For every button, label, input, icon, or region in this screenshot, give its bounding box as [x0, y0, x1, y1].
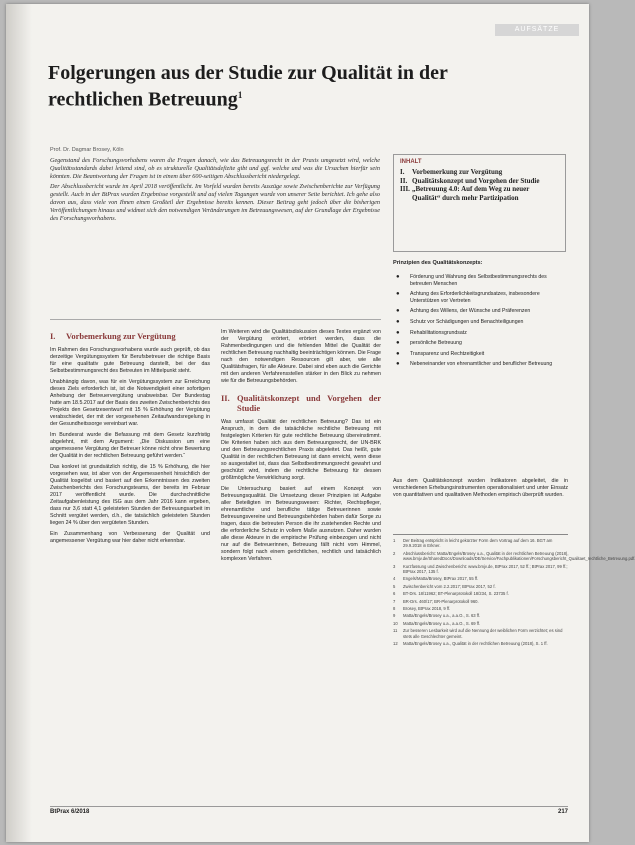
bullet-icon: ● [396, 329, 400, 336]
principle-item [396, 340, 568, 347]
footnote-number: 4 [393, 576, 396, 582]
footnote-text: Engels/Matta/Brosey, BtPrax 2017, 55 ff. [403, 576, 479, 582]
footnote [393, 628, 568, 639]
section-number: I. [50, 331, 56, 341]
principle-item [396, 330, 568, 337]
footnote-text: Matta/Engels/Brosey u.a., a.a.O., S. 69 ff. [403, 620, 481, 626]
bullet-icon: ● [396, 291, 400, 298]
section-heading [50, 331, 210, 341]
footnote [393, 641, 568, 646]
body-paragraph: Im Weiteren wird die Qualitätsdiskussion dieses Textes ergänzt von der Vergütung erörtert, erörtert werden, dass die Rahmenbedingungen und die fehlenden Mittel die Qualität der rechtlichen Betreuung nachhaltig beeinträchtigen können. Die Frage nach den notwendigen Ressourcen gilt aber, wie alle Qualitätsfragen, für alle Akteure. Dabei sind eben auch die Gerichte mit den anderen Verfahrensstellen stärker in den Blick zu nehmen wie für die Betreuungsbehörden. [221, 329, 381, 384]
footnote-text: Matta/Engels/Brosey u.a., a.a.O., S. 63 ff. [403, 613, 481, 619]
bullet-icon: ● [396, 308, 400, 315]
footnote-number: 9 [393, 613, 396, 619]
body-paragraph: Im Bundesrat wurde die Befassung mit dem Gesetz kurzfristig abgelehnt, mit dem Argument: „Die Diskussion um eine angemessene Vergütung der Betreuer könne nicht ohne Bewertung der Qualität in der rechtlichen Betreuung geführt werden.“ [50, 432, 210, 459]
footnote-number: 11 [393, 628, 398, 634]
body-paragraph: Was umfasst Qualität der rechtlichen Betreuung? Das ist ein Anspruch, in dem die tatsächliche rechtliche Betreuung mit festgelegten Kriterien für gute rechtliche Betreuung übereinstimmt. Die Kriterien haben sich aus dem Betreuungsrecht, der UN-BRK und den Betreuungsrechtlichen Praxis abgeleitet. Das heißt, gute Qualität in der rechtlichen Betreuung ist dann erreicht, wenn diese so ausgestaltet ist, dass das Selbstbestimmungsrecht gewahrt und geschützt wird, indem die rechtliche Betreuung für dessen größtmögliche Verwirklichung sorgt. [221, 419, 381, 481]
body-paragraph: Ein Zusammenhang von Verbesserung der Qualität und angemessener Vergütung war hier daher nicht erkennbar. [50, 531, 210, 544]
footnote [393, 599, 568, 604]
toc-item-number: I. [400, 168, 405, 176]
footnote-text: Zur besseren Lesbarkeit wird auf die Nennung der weiblichen Form verzichtet; es sind stets alle Geschlechter gemeint. [403, 628, 563, 639]
footnote-text: BR-Drs. 460/17; BR-Plenarprotokoll 960. [403, 598, 479, 604]
middle-column [221, 329, 381, 567]
footnote [393, 576, 568, 581]
toc-item[interactable] [400, 185, 559, 202]
footnote [393, 584, 568, 589]
principles-summary: Aus dem Qualitätskonzept wurden Indikatoren abgeleitet, die in verschiedenen Erhebungsinstrumenten operationalisiert und unter Einsatz von quantitativen und qualitativen Methoden empirisch überprüft wurden. [393, 478, 568, 498]
footnote-number: 12 [393, 641, 398, 647]
principle-text: Achtung des Willens, der Wünsche und Präferenzen [410, 308, 531, 315]
footnote [393, 613, 568, 618]
footnote-text: BT-Drs. 18/11962; BT-Plenarprotokoll 18/234, S. 23735 f. [403, 591, 509, 597]
body-paragraph: Unabhängig davon, was für ein Vergütungssystem zur Erreichung dieses Ziels erforderlich ist, ist die Notwendigkeit einer sofortigen Anhebung der Betreuervergütung unabweisbar. Der Bundestag hatte am 18.5.2017 auf der Basis des zweiten Zwischenberichts des Projekts den Gesetzesentwurf mit 15 % Erhöhung der Vergütung verabschiedet, der mit der vorgesehenen Zeitaufwandsregelung in der Gesundheitssorge vereinbart war. [50, 379, 210, 427]
footnote [393, 550, 635, 562]
title-footnote-ref[interactable]: 1 [237, 90, 243, 100]
footnote-number: 5 [393, 583, 396, 589]
principle-item [396, 308, 568, 315]
abstract-divider [50, 319, 381, 320]
page-number: 217 [557, 809, 568, 815]
footnote [393, 591, 568, 596]
principle-text: persönliche Betreuung [410, 340, 462, 347]
principle-text: Nebeneinander von ehrenamtlicher und beruflicher Betreuung [410, 361, 553, 368]
footnote-text: Matta/Engels/Brosey u.a., Qualität in der rechtlichen Betreuung (2018), S. 1 ff. [403, 641, 548, 647]
footnote-number: 3 [393, 563, 396, 569]
bullet-icon: ● [396, 318, 400, 325]
body-paragraph: Im Rahmen des Forschungsvorhabens wurde auch geprüft, ob das derzeitige Vergütungssystem für Berufsbetreuer die richtige Basis für eine qualitativ gute Betreuung darstellt, bei der das Selbstbestimmungsrecht des Betreuten im Mittelpunkt steht. [50, 347, 210, 374]
footnote-text: Zwischenbericht vom 2.2.2017; BtPrax 2017, 52 f. [403, 583, 496, 589]
article-title [48, 62, 508, 111]
footnote-number: 2 [393, 550, 396, 556]
footnotes [393, 534, 635, 649]
principle-item [396, 274, 568, 287]
abstract-paragraph: Der Abschlussbericht wurde im April 2018 veröffentlicht. Im Vorfeld wurden bereits Auszüge sowie Zwischenberichte zur Verfügung gestellt. Auch in der BtPrax wurden Ergebnisse vorgestellt und auf vielen Tagungen wurde von unserer Seite berichtet. Ich gehe also davon aus, dass viele von Ihnen einen Großteil der Ergebnisse bereits kennen. Dieser Beitrag geht jedoch über die bisherigen Veröffentlichungen hinaus und widmet sich den notwendigen Veränderungen im Betreuungswesen, auf der Grundlage der Ergebnisse des Forschungsvorhabens. [50, 182, 380, 223]
body-paragraph: Das konkret ist grundsätzlich richtig, die 15 % Erhöhung, die hier vorgesehen war, ist aber von der Angemessenheit hinsichtlich der Qualität losgelöst und basiert auf den Erkenntnissen des zweiten Zwischenberichts des Forschungsteams, der bereits im Februar 2017 veröffentlicht wurde. Die durchschnittliche Zeitaufgabenleistung des ISG aus dem Jahr 2016 kann ergeben, dass nur 3,6 statt 4,1 geleisteten Stunden der Betreuungsarbeit im Schnitt vergütet werden, d.h., die tatsächlich geleisteten Stunden liegen 24 % über den vergüteten Stunden. [50, 464, 210, 526]
principles-heading: Prinzipien des Qualitätskonzepts: [393, 260, 483, 266]
principle-item [396, 351, 568, 358]
toc-item[interactable] [400, 168, 559, 177]
principle-text: Förderung und Wahrung des Selbstbestimmungsrechts des betreuten Menschen [410, 274, 547, 287]
author-line: Prof. Dr. Dagmar Brosey, Köln [50, 147, 124, 153]
section-heading [221, 393, 381, 413]
footer-rule [50, 806, 568, 807]
toc-heading: INHALT [400, 159, 422, 165]
left-column [50, 329, 210, 549]
principle-text: Schutz vor Schädigungen und Benachteiligungen [410, 318, 524, 325]
page-fold-shadow [6, 4, 32, 842]
principle-item [396, 361, 568, 368]
footnote [393, 621, 568, 626]
bullet-icon: ● [396, 340, 400, 347]
footnote [393, 564, 568, 575]
section-title: Qualitätskonzept und Vorgehen der Studie [237, 393, 381, 413]
toc-item-label: Qualitätskonzept und Vorgehen der Studie [412, 176, 540, 185]
body-paragraph: Die Untersuchung basiert auf einem Konzept von Betreuungsqualität. Die Umsetzung dieser Prinzipien ist Aufgabe aller Beteiligten im Betreuungswesen: Richter, Rechtspfleger, ehrenamtliche und berufliche tätige Betreuerinnen sowie Betreuungsvereine und Betreuungsbehörden haben dafür Sorge zu tragen, dass die betreuten Person die ihr zustehenden Rechte und die erforderliche Schutz in vollem Maße ausnutzen. Daher wurden alle diese Akteure in die empirische Prüfung einbezogen und nicht nur auf die Betreuerinnen, Betreuung fällt nicht vom Himmel, sondern folgt nach einem gerichtlichen, rechtlich und tatsächlich komplexen Verfahren. [221, 486, 381, 562]
toc-item-number: III. [400, 185, 410, 193]
footnote [393, 538, 568, 549]
footnote-text: Brosey, BtPrax 2018, 9 ff. [403, 606, 451, 612]
journal-issue: BtPrax 6/2018 [50, 809, 90, 815]
footnote-text: Der Beitrag entspricht in leicht gekürzter Form dem Vortrag auf dem 16. BGT am 29.9.2018 in Erkner. [403, 538, 553, 549]
footnote-text: Abschlussbericht: Matta/Engels/Brosey u.a., Qualität in der rechtlichen Betreuung (2018), www.bmjv.de/SharedDocs/Downloads/DE/Service/Fachpublikationen/Forschungsbericht_Qualitaet_rechtliche_Betreuung.pdf. [403, 550, 635, 562]
toc-item-label: „Betreuung 4.0: Auf dem Weg zu neuer Qualität“ durch mehr Partizipation [412, 185, 530, 202]
toc-item-number: II. [400, 176, 408, 185]
footnote-number: 1 [393, 538, 396, 543]
principle-item [396, 319, 568, 326]
journal-page [6, 4, 635, 842]
section-number: II. [221, 393, 230, 403]
principle-text: Achtung des Erforderlichkeitsgrundsatzes, insbesondere Unterstützen vor Vertreten [410, 291, 540, 304]
bullet-icon: ● [396, 350, 400, 357]
table-of-contents [393, 154, 566, 252]
footnote-text: Kurzfassung und Zwischenbericht: www.bmjv.de, BtPrax 2017, 52 ff.; BtPrax 2017, 99 ff.; BtPrax 2017, 135 f. [403, 563, 568, 575]
section-title: Vorbemerkung zur Vergütung [66, 331, 176, 341]
footnote [393, 606, 568, 611]
principles-list [396, 274, 568, 372]
article-abstract [50, 157, 380, 225]
section-rubric: AUFSÄTZE [495, 24, 579, 36]
toc-item[interactable] [400, 177, 559, 186]
footnote-number: 6 [393, 591, 396, 597]
abstract-paragraph: Gegenstand des Forschungsvorhabens waren die Fragen danach, wie das Betreuungsrecht in der Praxis umgesetzt wird, welche Qualitätsstandards dabei leitend sind, ob es strukturelle Qualitätsdefizite gibt und ggf. welche und was die Ursachen hierfür sein könnten. Die Beantwortung der Fragen ist in einem über 600-seitigen Abschlussbericht niedergelegt. [50, 157, 380, 181]
footnote-number: 8 [393, 606, 396, 612]
toc-item-label: Vorbemerkung zur Vergütung [412, 168, 503, 176]
principle-text: Transparenz und Rechtzeitigkeit [410, 350, 485, 357]
principle-text: Rehabilitationsgrundsatz [410, 329, 467, 336]
article-title-text: Folgerungen aus der Studie zur Qualität in der rechtlichen Betreuung [48, 62, 448, 111]
principle-item [396, 291, 568, 304]
bullet-icon: ● [396, 361, 400, 368]
footnote-number: 10 [393, 620, 398, 626]
footnote-number: 7 [393, 598, 396, 604]
bullet-icon: ● [396, 274, 400, 280]
